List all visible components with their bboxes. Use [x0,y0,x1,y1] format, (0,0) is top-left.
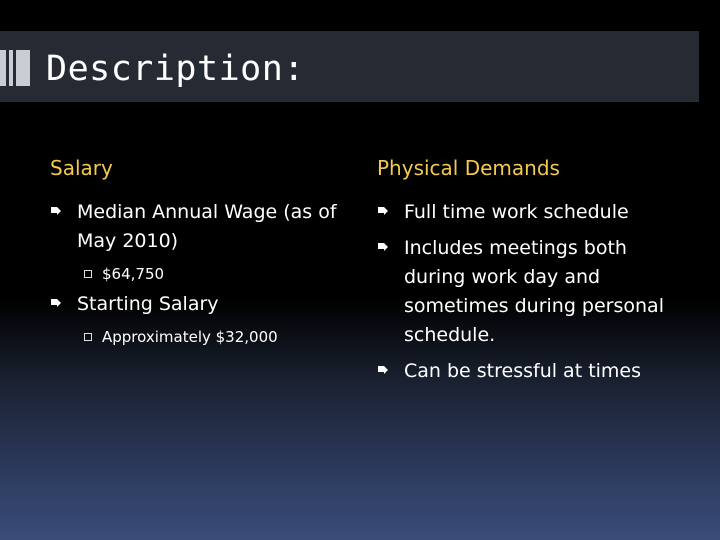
bullet-icon [50,206,62,218]
salary-heading: Salary [50,156,113,180]
salary-list [50,198,360,349]
list-item [50,198,360,256]
sub-list-item [50,325,360,349]
bullet-icon [377,242,389,254]
sub-list-item-text: Approximately $32,000 [102,328,278,346]
title-decoration-bars [0,50,32,86]
list-item [377,357,687,386]
sub-list-item-text: $64,750 [102,265,165,283]
bullet-icon [377,206,389,218]
bullet-icon [377,365,389,377]
list-item-text: Full time work schedule [404,201,629,223]
list-item-text: Starting Salary [77,293,219,315]
list-item [50,290,360,319]
square-bullet-icon [84,270,92,278]
physical-demands-column [377,155,687,393]
list-item-text: Includes meetings both during work day and sometimes during personal schedule. [404,237,664,346]
bullet-icon [50,298,62,310]
list-item [377,198,687,227]
list-item [377,234,687,350]
list-item-text: Median Annual Wage (as of May 2010) [77,201,337,252]
physical-demands-heading: Physical Demands [377,156,560,180]
square-bullet-icon [84,333,92,341]
physical-demands-list [377,198,687,386]
slide-title: Description: [46,49,305,89]
sub-list-item [50,262,360,286]
list-item-text: Can be stressful at times [404,360,642,382]
salary-column [50,155,360,352]
